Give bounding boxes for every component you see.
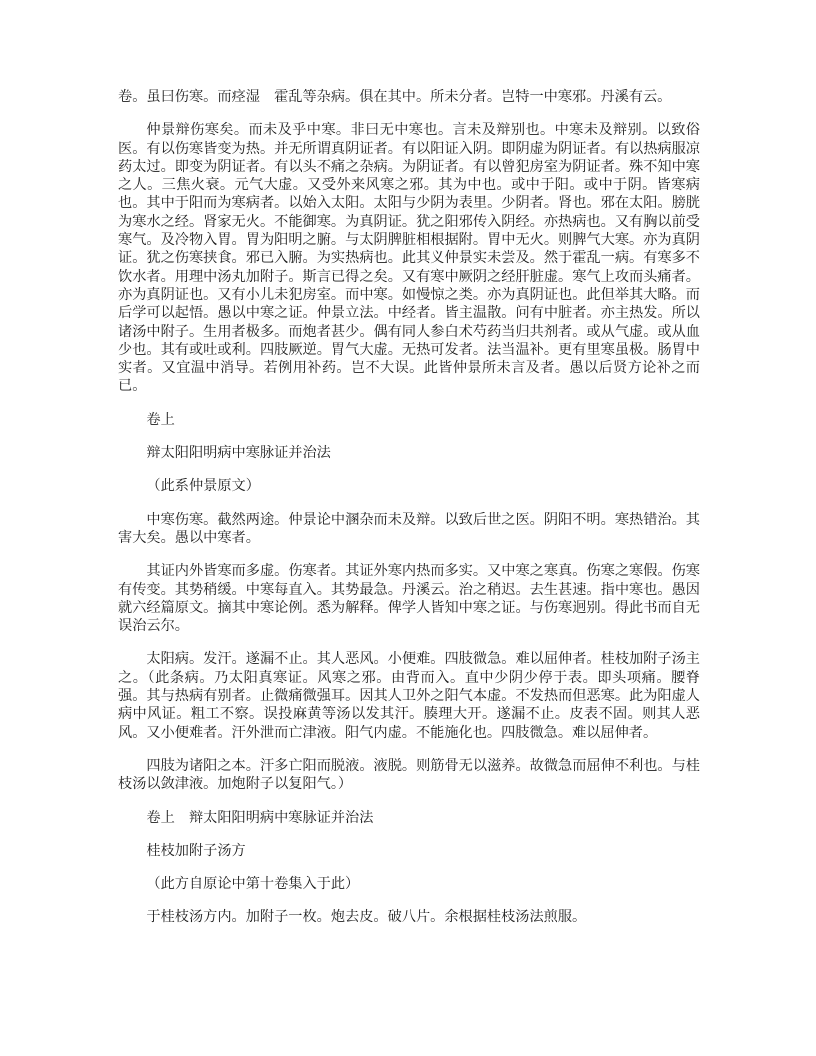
paragraph-zhongjing-discussion: 仲景辩伤寒矣。而未及乎中寒。非曰无中寒也。言未及辩别也。中寒未及辩别。以致俗医。有以伤寒皆变为热。并无所谓真阴证者。有以阳证入阴。即阴虚为阴证者。有以热病服凉药太过。即变为阴证者。有以头不痛之杂病。为阴证者。有以曾犯房室为阴证者。殊不知中寒之人。三焦火衰。元气大虚。又受外来风寒之邪。其为中也。或中于阳。或中于阴。皆寒病也。其中于阳而为寒病者。以始入太阳。太阳与少阴为表里。少阴者。肾也。邪在太阳。膀胱为寒水之经。肾家无火。不能御寒。为真阴证。犹之阳邪传入阴经。亦热病也。又有胸以前受寒气。及冷物入胃。胃为阳明之腑。与太阴脾脏相根据附。胃中无火。则脾气大寒。亦为真阴证。犹之伤寒挟食。邪已入腑。为实热病也。此其义仲景实未尝及。然于霍乱一病。有寒多不饮水者。用理中汤丸加附子。斯言已得之矣。又有寒中厥阴之经肝脏虚。寒气上攻而头痛者。亦为真阴证也。又有小儿未犯房室。而中寒。如慢惊之类。亦为真阴证也。此但举其大略。而后学可以起悟。愚以中寒之证。仲景立法。中经者。皆主温散。问有中脏者。亦主热发。所以诸汤中附子。生用者极多。而炮者甚少。偶有同人参白术芍药当归共剂者。或从气虚。或从血少也。其有或吐或利。四肢厥逆。胃气大虚。无热可发者。法当温补。更有里寒虽极。肠胃中实者。又宜温中消导。若例用补药。岂不大误。此皆仲景所未言及者。愚以后贤方论补之而已。 [118,122,700,395]
paragraph-syndrome-comparison: 其证内外皆寒而多虚。伤寒者。其证外寒内热而多实。又中寒之寒真。伤寒之寒假。伤寒有传变。其势稍缓。中寒每直入。其势最急。丹溪云。治之稍迟。去生甚速。指中寒也。愚因就六经篇原文。摘其中寒论例。悉为解释。俾学人皆知中寒之证。与伤寒迥别。得此书而自无误治云尔。 [118,563,700,635]
heading-volume-chapter-repeat: 卷上 辩太阳阳明病中寒脉证并治法 [146,809,374,826]
heading-note-original-text: （此系仲景原文） [146,478,260,495]
document-body [118,88,700,927]
paragraph-formula-instructions: 于桂枝汤方内。加附子一枚。炮去皮。破八片。余根据桂枝汤法煎服。 [146,909,587,926]
heading-formula-source-note: （此方自原论中第十卷集入于此） [146,876,360,893]
paragraph-zhonghan-vs-shanghan: 中寒伤寒。截然两途。仲景论中溷杂而未及辩。以致后世之医。阴阳不明。寒热错治。其害大矣。愚以中寒者。 [118,511,700,546]
heading-formula-name: 桂枝加附子汤方 [146,842,246,859]
heading-chapter-title: 辩太阳阳明病中寒脉证并治法 [146,445,331,462]
continuation-line: 卷。虽曰伤寒。而痉湿 霍乱等杂病。俱在其中。所未分者。岂特一中寒邪。丹溪有云。 [118,89,672,105]
paragraph-taiyang-disease: 太阳病。发汗。遂漏不止。其人恶风。小便难。四肢微急。难以屈伸者。桂枝加附子汤主之。（此条病。乃太阳真寒证。风寒之邪。由背而入。直中少阴少停于表。即头项痛。腰脊强。其与热病有别者。止微痛微强耳。因其人卫外之阳气本虚。不发热而但恶寒。此为阳虚人病中风证。粗工不察。误投麻黄等汤以发其汗。腠理大开。遂漏不止。皮表不固。则其人恶风。又小便难者。汗外泄而亡津液。阳气内虚。不能施化也。四肢微急。难以屈伸者。 [118,651,700,741]
heading-volume-upper: 卷上 [146,411,175,428]
paragraph-four-limbs-commentary: 四肢为诸阳之本。汗多亡阳而脱液。液脱。则筋骨无以滋养。故微急而屈伸不利也。与桂枝汤以敛津液。加炮附子以复阳气。） [118,757,700,793]
